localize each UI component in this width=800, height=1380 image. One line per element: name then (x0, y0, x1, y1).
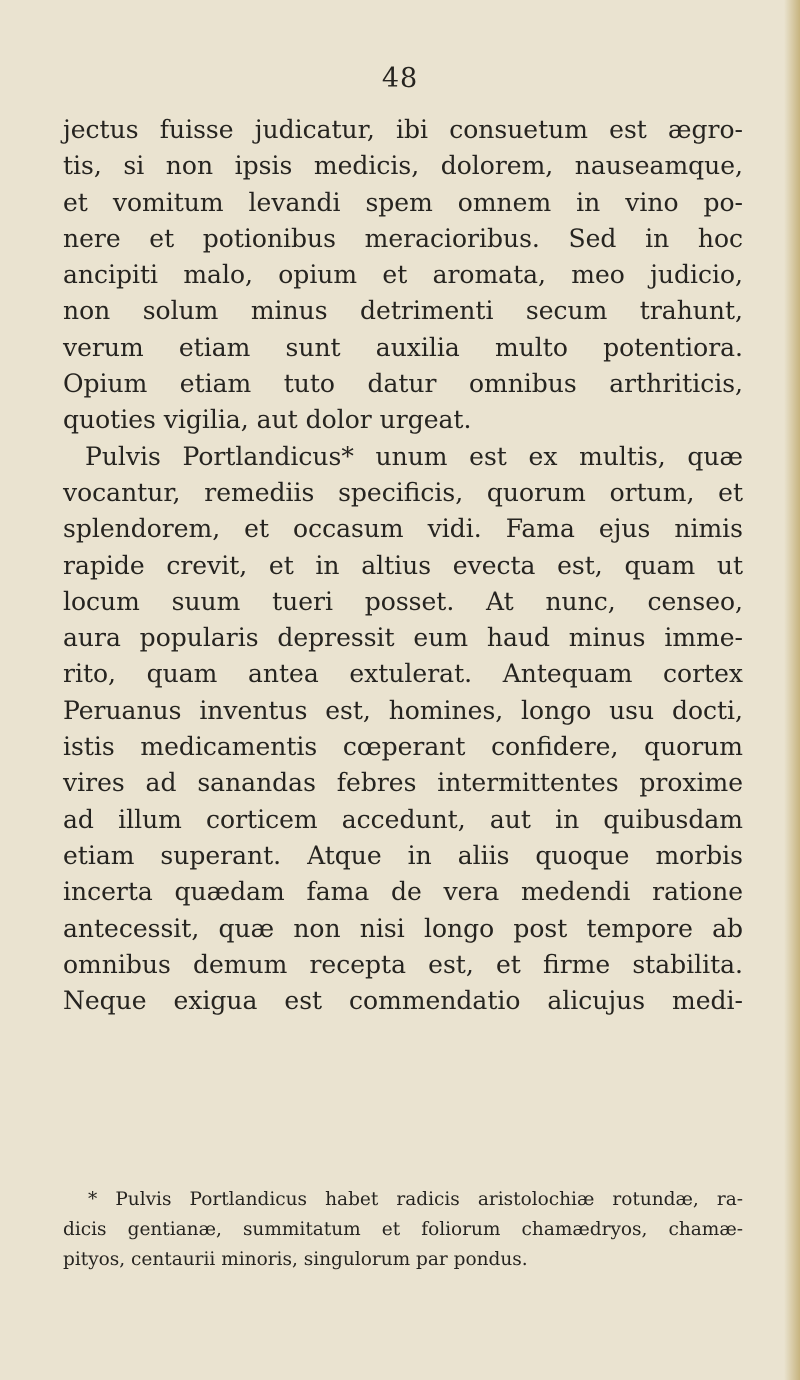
text-line: aura popularis depressit eum haud minus imme- (63, 623, 743, 653)
text-line: nere et potionibus meracioribus. Sed in hoc (63, 223, 743, 253)
text-line: non solum minus detrimenti secum trahunt, (63, 296, 743, 326)
text-line: et vomitum levandi spem omnem in vino po- (63, 187, 743, 217)
paragraph-start-line: Pulvis Portlandicus* unum est ex multis, quæ (85, 441, 743, 471)
footnote-line: dicis gentianæ, summitatum et foliorum chamædryos, chamæ- (63, 1219, 743, 1240)
body-text (63, 112, 743, 1019)
text-line: antecessit, quæ non nisi longo post tempore ab (63, 913, 743, 943)
text-line: jectus fuisse judicatur, ibi consuetum est ægro- (63, 115, 743, 144)
text-line: Neque exigua est commendatio alicujus medi- (63, 986, 743, 1016)
text-line: splendorem, et occasum vidi. Fama ejus nimis (63, 514, 743, 544)
page-number: 48 (381, 63, 419, 94)
text-line: etiam superant. Atque in aliis quoque morbis (63, 840, 743, 870)
text-line: rapide crevit, et in altius evecta est, quam ut (63, 550, 743, 580)
text-line: Peruanus inventus est, homines, longo usu docti, (63, 695, 743, 725)
text-line: verum etiam sunt auxilia multo potentiora. (63, 332, 743, 362)
text-line: Opium etiam tuto datur omnibus arthriticis, (63, 369, 743, 399)
text-line: locum suum tueri posset. At nunc, censeo, (63, 586, 743, 616)
text-line: rito, quam antea extulerat. Antequam cortex (63, 659, 743, 689)
text-line: omnibus demum recepta est, et firme stabilita. (63, 949, 743, 979)
paragraph-end-line: quoties vigilia, aut dolor urgeat. (63, 405, 472, 435)
footnote (63, 1185, 743, 1275)
text-line: incerta quædam fama de vera medendi ratione (63, 877, 743, 907)
footnote-line: * Pulvis Portlandicus habet radicis aristolochiæ rotundæ, ra- (88, 1189, 743, 1210)
text-line: tis, si non ipsis medicis, dolorem, nauseamque, (63, 151, 743, 181)
text-line: ad illum corticem accedunt, aut in quibusdam (63, 804, 743, 834)
page-edge-shadow (784, 0, 800, 1380)
text-line: vires ad sanandas febres intermittentes proxime (63, 768, 743, 798)
text-line: ancipiti malo, opium et aromata, meo judicio, (63, 260, 743, 290)
footnote-line: pityos, centaurii minoris, singulorum par pondus. (63, 1249, 528, 1270)
text-line: istis medicamentis cœperant confidere, quorum (63, 732, 743, 762)
text-line: vocantur, remediis specificis, quorum ortum, et (63, 477, 743, 507)
